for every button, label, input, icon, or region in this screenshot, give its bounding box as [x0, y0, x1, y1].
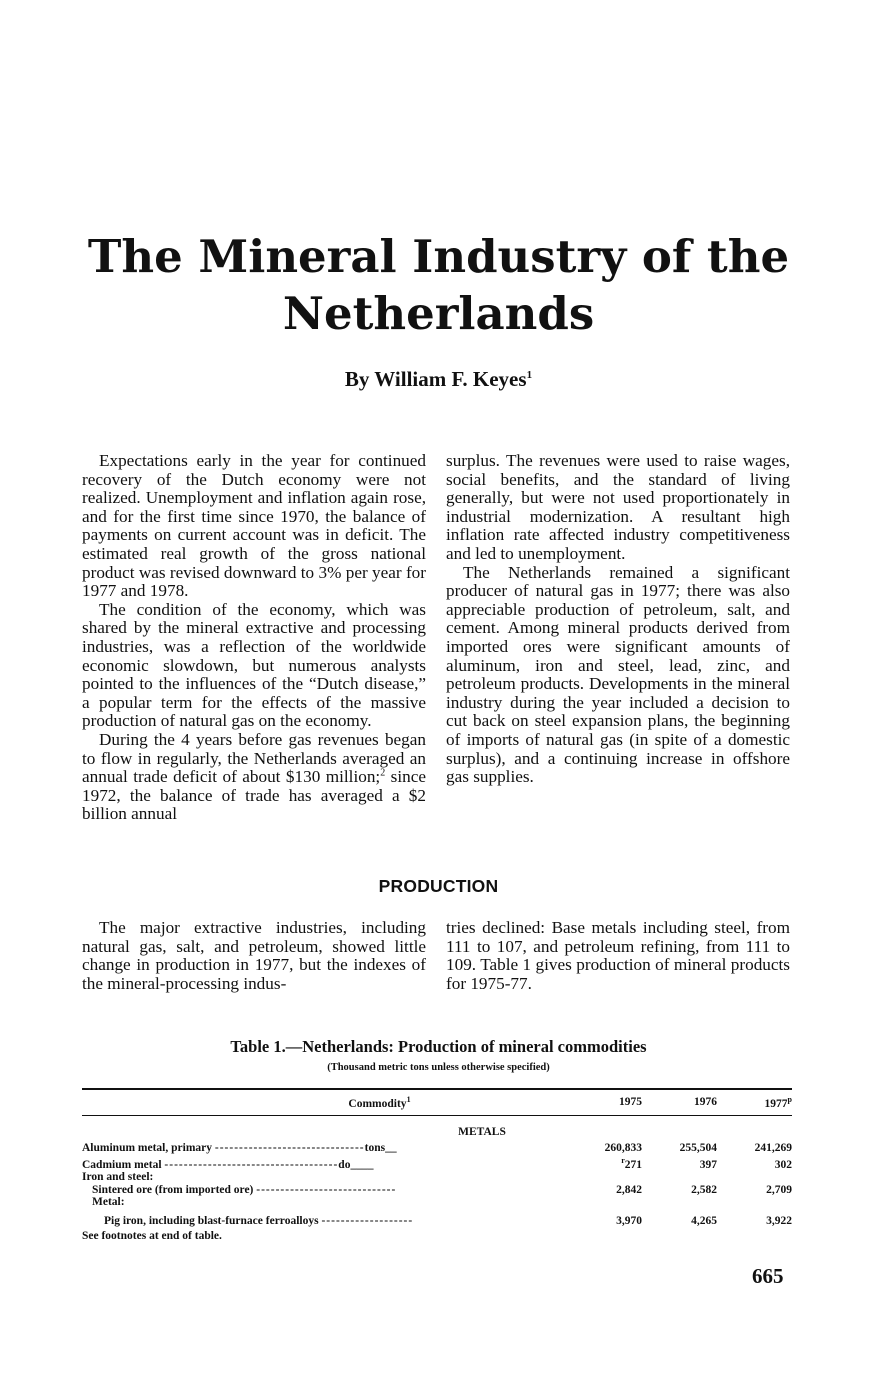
row-label: Cadmium metal ------------------------------------do____ [82, 1158, 374, 1171]
production-right-column [446, 919, 790, 993]
cell-1977: 241,269 [754, 1142, 792, 1155]
cell-1975: $^r$271 [621, 1155, 642, 1171]
table-title: Table 1.—Netherlands: Production of mineral commodities [230, 1037, 647, 1056]
production-left-column [82, 919, 426, 993]
table-header-row [82, 1089, 792, 1115]
header-commodity: Commodity$^1$ [82, 1089, 567, 1115]
byline [40, 367, 837, 392]
intro-paragraph-3-continued: surplus. The revenues were used to raise wages, social benefits, and the standard of living generally, but were not used proportionately in industrial modernization. A resultant high inflation rate affected industry competitiveness and led to unemployment. [446, 451, 790, 563]
table-row [82, 1142, 792, 1155]
page-title: The Mineral Industry of the Netherlands [87, 230, 790, 340]
row-label: Iron and steel: [82, 1171, 154, 1184]
header-1975: 1975 [567, 1089, 642, 1115]
header-1976: 1976 [642, 1089, 717, 1115]
table-subtitle: (Thousand metric tons unless otherwise specified) [327, 1062, 550, 1073]
cell-1976: 255,504 [679, 1142, 717, 1155]
footnote-mark: 1 [526, 369, 533, 381]
table-row [82, 1155, 792, 1171]
intro-left-column [82, 452, 426, 824]
intro-paragraph-1: Expectations early in the year for continued recovery of the Dutch economy were not realized. Unemployment and inflation again rose, and for the first time since 1970, the balance of payments on current account was in deficit. The estimated real growth of the gross national product was revised downward to 3% per year for 1977 and 1978. [82, 451, 426, 601]
group-label-metals: METALS [458, 1125, 506, 1138]
cell-1975: 2,842 [616, 1183, 642, 1196]
author-name: By William F. Keyes [344, 367, 527, 391]
cell-1976: 4,265 [691, 1214, 717, 1227]
row-label: Aluminum metal, primary -------------------------------tons__ [82, 1142, 397, 1155]
production-paragraph: The major extractive industries, including natural gas, salt, and petroleum, showed little change in production in 1977, but the indexes of the mineral-processing indus- [82, 918, 426, 993]
intro-paragraph-3-start: During the 4 years before gas revenues began to flow in regularly, the Netherlands averaged an annual trade deficit of about $130 million; [82, 729, 426, 787]
intro-paragraph-3 [82, 731, 426, 824]
row-label: Sintered ore (from imported ore) ----------------------------- [92, 1183, 397, 1196]
cell-1975: 3,970 [616, 1214, 642, 1227]
intro-paragraph-3-end: since 1972, the balance of trade has averaged a $2 billion annual [82, 767, 426, 824]
section-heading-production: PRODUCTION [378, 876, 499, 896]
intro-paragraph-2: The condition of the economy, which was shared by the mineral extractive and processing industries, was a reflection of the worldwide economic slowdown, but numerous analysts pointed to the influences of the “Dutch disease,” a popular term for the effects of the massive production of natural gas on the economy. [82, 599, 426, 731]
cell-1977: 302 [774, 1158, 792, 1171]
production-table [82, 1088, 792, 1227]
table-row [82, 1184, 792, 1197]
cell-1977: 3,922 [766, 1214, 792, 1227]
cell-1977: 2,709 [766, 1183, 792, 1196]
table-row [82, 1209, 792, 1228]
row-label: Metal: [92, 1196, 125, 1209]
table-row [82, 1171, 792, 1184]
cell-1976: 2,582 [691, 1183, 717, 1196]
cell-1975: 260,833 [604, 1142, 642, 1155]
header-1977: 1977$^p$ [717, 1089, 792, 1115]
table-footnote-note: See footnotes at end of table. [82, 1230, 222, 1242]
table-row [82, 1196, 792, 1209]
row-label: Pig iron, including blast-furnace ferroalloys ------------------- [104, 1214, 414, 1227]
intro-right-column [446, 452, 790, 787]
intro-paragraph-4: The Netherlands remained a significant producer of natural gas in 1977; there was also appreciable production of petroleum, salt, and cement. Among mineral products derived from imported ores were significant amounts of aluminum, iron and steel, lead, zinc, and petroleum products. Developments in the mineral industry during the year included a decision to cut back on steel expansion plans, the beginning of imports of natural gas (in spite of a domestic surplus), and a continuing increase in offshore gas supplies. [446, 562, 790, 787]
production-paragraph-continued: tries declined: Base metals including steel, from 111 to 107, and petroleum refining, from 111 to 109. Table 1 gives production of mineral products for 1975-77. [446, 918, 790, 993]
page-number: 665 [752, 1264, 784, 1288]
footnote-mark: 2 [380, 767, 386, 779]
cell-1976: 397 [699, 1158, 717, 1171]
table-group-row [82, 1115, 792, 1142]
